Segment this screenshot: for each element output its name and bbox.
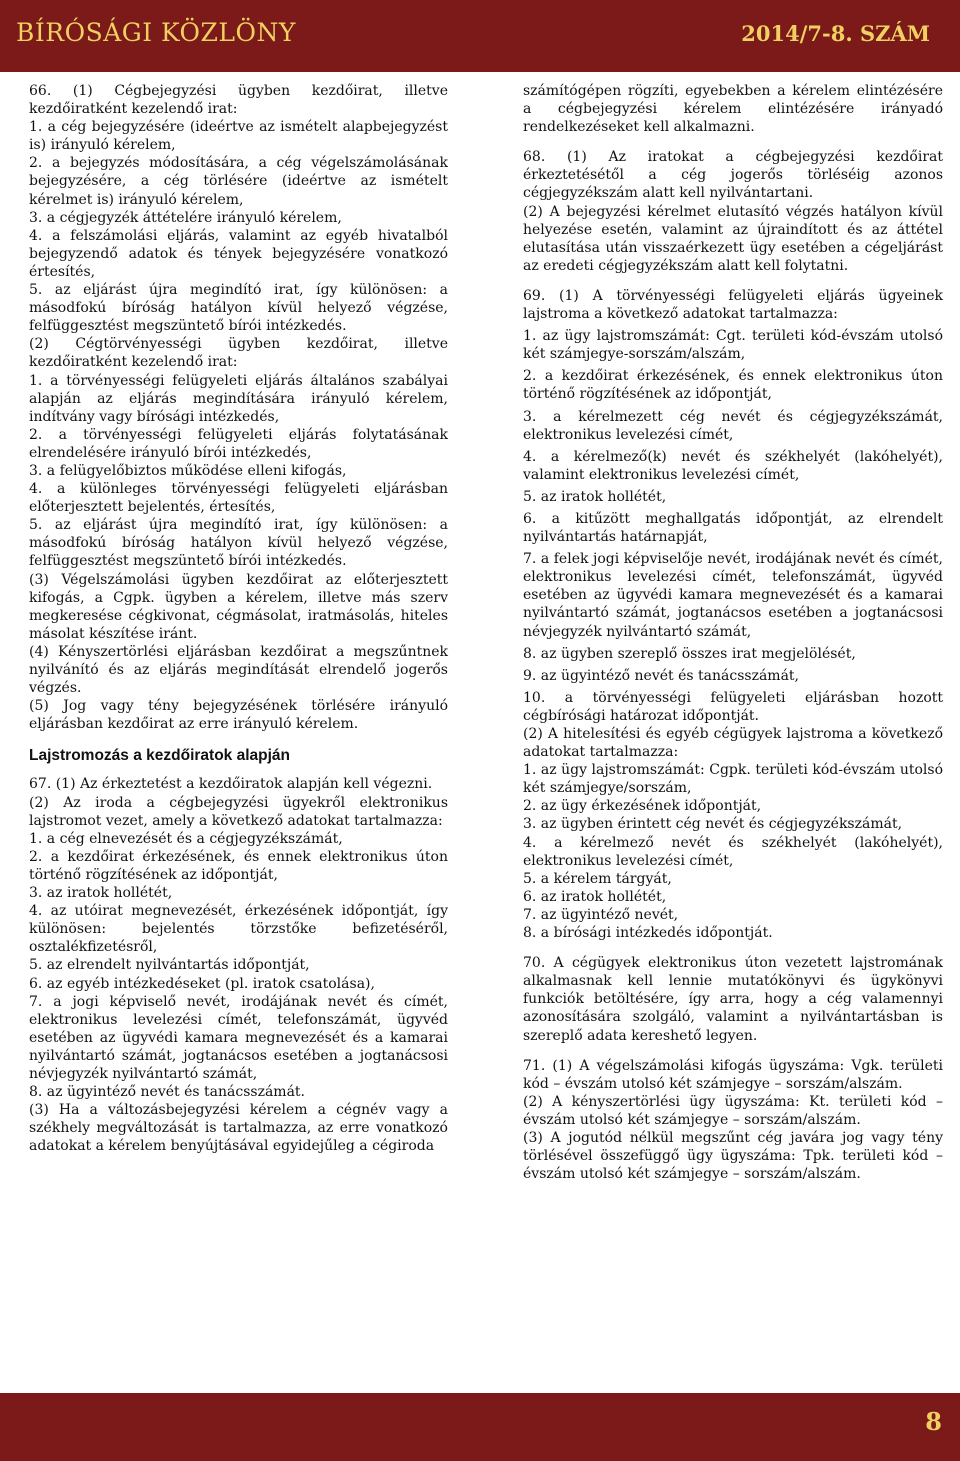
paragraph: 67. (1) Az érkeztetést a kezdőiratok alapján kell végezni. [29,776,433,793]
list-item: 10. a törvényességi felügyeleti eljárásban hozott cégbírósági határozat időpontját. [523,689,943,724]
list-item: 1. az ügy lajstromszámát: Cgpk. területi kód-évszám utolsó két számjegye/sorszám, [523,762,943,797]
list-item: 8. a bírósági intézkedés időpontját. [523,925,773,942]
paragraph: 5. az elrendelt nyilvántartás időpontját, [29,957,310,974]
paragraph: 2. a bejegyzés módosítására, a cég végelszámolásának bejegyzésére, a cég törlésére (ideértve az ismételt kérelmet is) irányuló kérelem, [29,155,448,208]
paragraph: 5. az eljárást újra megindító irat, így különösen: a másodfokú bíróság hatályon kívül helyező végzése, felfüggesztést megszüntető bírói intézkedés. [29,282,448,335]
list-item: 6. a kitűzött meghallgatás időpontját, az elrendelt nyilvántartás határnapját, [523,510,943,546]
list-item: 5. az iratok hollétét, [523,488,667,505]
paragraph: (3) A jogutód nélkül megszűnt cég javára jog vagy tény törlésével összefüggő ügy ügyszáma: Tpk. területi kód – évszám utolsó két számjegye – sorszám/alszám. [523,1129,943,1183]
paragraph: (2) A bejegyzési kérelmet elutasító végzés hatályon kívül helyezése esetén, valamint az újraindított és az áttétel elutasítása után visszaérkezett ügy esetében a cégeljárást az eredeti cégjegyzékszám alatt kell folytatni. [523,203,943,274]
list-item: 3. a kérelmezett cég nevét és cégjegyzékszámát, elektronikus levelezési címét, [523,408,943,443]
list-item: 2. a kezdőirat érkezésének, és ennek elektronikus úton történő rögzítésének az időpontját, [523,368,943,403]
list-item: 7. a felek jogi képviselője nevét, irodájának nevét és címét, elektronikus levelezési címét, telefonszámát, ügyvéd esetében az ügyvédi kamara megnevezését és a kamarai nyilvántartó számát, jogtanácsos esetében a jogtanácsosi névjegyzék nyilvántartó számát, [523,551,943,640]
paragraph: 1. a cég elnevezését és a cégjegyzékszámát, [29,830,343,847]
list-item: 7. az ügyintéző nevét, [523,906,679,923]
journal-title: BÍRÓSÁGI KÖZLÖNY [16,18,296,47]
list-item: 1. az ügy lajstromszámát: Cgt. területi kód-évszám utolsó két számjegye-sorszám/alszám, [523,328,943,363]
paragraph: 71. (1) A végelszámolási kifogás ügyszáma: Vgk. területi kód – évszám utolsó két számjegye – sorszám/alszám. [523,1057,943,1092]
paragraph: 4. az utóirat megnevezését, érkezésének időpontját, így különösen: bejelentés törzstőke befizetéséről, osztalékfizetésről, [29,903,448,956]
left-column [29,82,448,1155]
paragraph: számítógépen rögzíti, egyebekben a kérelem elintézésére a cégbejegyzési kérelem elintézésére irányadó rendelkezéseket kell alkalmazni. [523,83,943,136]
issue-number: 2014/7-8. SZÁM [741,21,930,46]
paragraph: 3. az iratok hollétét, [29,885,173,902]
paragraph: (3) Ha a változásbejegyzési kérelem a cégnév vagy a székhely megváltozását is tartalmazza, az erre vonatkozó adatokat a kérelem benyújtásával egyidejűleg a cégiroda [29,1102,448,1155]
paragraph: 68. (1) Az iratokat a cégbejegyzési kezdőirat érkeztetésétől a cég jogerős törléséig azonos cégjegyzékszám alatt kell nyilvántartani. [523,149,943,202]
paragraph: 66. (1) Cégbejegyzési ügyben kezdőirat, illetve kezdőiratként kezelendő irat: [29,83,448,118]
paragraph: (2) A kényszertörlési ügy ügyszáma: Kt. területi kód – évszám utolsó két számjegye – sorszám/alszám. [523,1093,943,1128]
page-footer [0,1393,960,1461]
paragraph: (3) Végelszámolási ügyben kezdőirat az előterjesztett kifogás, a Cgpk. ügyben a kérelem, illetve más szerv megkeresése cégkivonat, cégmásolat, iratmásolás, hiteles másolat készítése iránt. [29,571,448,642]
paragraph: 5. az eljárást újra megindító irat, így különösen: a másodfokú bíróság hatályon kívül helyező végzése, felfüggesztést megszüntető bírói intézkedés. [29,517,448,570]
paragraph: 1. a cég bejegyzésére (ideértve az ismételt alapbejegyzést is) irányuló kérelem, [29,119,448,154]
paragraph: (4) Kényszertörlési eljárásban kezdőirat a megszűntnek nyilvánító és az eljárás megindítását elrendelő jogerős végzés. [29,643,448,697]
paragraph: 4. a különleges törvényességi felügyeleti eljárásban előterjesztett bejelentés, értesítés, [29,481,448,516]
paragraph: 6. az egyéb intézkedéseket (pl. iratok csatolása), [29,975,375,992]
list-item: 2. az ügy érkezésének időpontját, [523,798,762,815]
paragraph: 7. a jogi képviselő nevét, irodájának nevét és címét, elektronikus levelezési címét, telefonszámát, ügyvéd esetében az ügyvédi kamara megnevezését és a kamarai nyilvántartó számát, jogtanácsos esetében a jogtanácsosi névjegyzék nyilvántartó számát, [29,993,448,1082]
paragraph: (2) Az iroda a cégbejegyzési ügyekről elektronikus lajstromot vezet, amely a következő adatokat tartalmazza: [29,794,448,829]
paragraph: 2. a törvényességi felügyeleti eljárás folytatásának elrendelésére irányuló bírói intézkedés, [29,426,448,461]
paragraph: (5) Jog vagy tény bejegyzésének törlésére irányuló eljárásban kezdőirat az erre irányuló kérelem. [29,698,448,733]
paragraph: 70. A cégügyek elektronikus úton vezetett lajstromának alkalmasnak kell lennie mutatókönyvi és ügykönyvi funkciók betöltésére, így arra, hogy a cég valamennyi azonosítására szolgáló, valamint a nyilvántartásban is szereplő adata kereshető legyen. [523,955,943,1044]
right-column [523,82,943,1183]
paragraph: (2) Cégtörvényességi ügyben kezdőirat, illetve kezdőiratként kezelendő irat: [29,336,448,371]
paragraph: 3. a cégjegyzék áttételére irányuló kérelem, [29,209,342,226]
list-item: 8. az ügyben szereplő összes irat megjelölését, [523,645,856,662]
list-item: 6. az iratok hollétét, [523,888,667,905]
page-header [0,0,960,72]
list-item: 5. a kérelem tárgyát, [523,870,672,887]
list-item: 4. a kérelmező(k) nevét és székhelyét (lakóhelyét), valamint elektronikus levelezési címét, [523,448,943,483]
paragraph: (2) A hitelesítési és egyéb cégügyek lajstroma a következő adatokat tartalmazza: [523,726,943,761]
paragraph: 2. a kezdőirat érkezésének, és ennek elektronikus úton történő rögzítésének az időpontját, [29,848,448,883]
paragraph: 69. (1) A törvényességi felügyeleti eljárás ügyeinek lajstroma a következő adatokat tartalmazza: [523,287,943,323]
page-number: 8 [925,1407,942,1436]
paragraph: 4. a felszámolási eljárás, valamint az egyéb hivatalból bejegyzendő adatok és tények bejegyzésére vonatkozó értesítés, [29,227,448,280]
paragraph: 8. az ügyintéző nevét és tanácsszámát. [29,1084,305,1101]
paragraph: 1. a törvényességi felügyeleti eljárás általános szabályai alapján az eljárás megindítására irányuló kérelem, indítvány vagy bírósági intézkedés, [29,372,448,425]
section-heading: Lajstromozás a kezdőiratok alapján [29,747,291,765]
list-item: 4. a kérelmező nevét és székhelyét (lakóhelyét), elektronikus levelezési címét, [523,834,943,869]
list-item: 9. az ügyintéző nevét és tanácsszámát, [523,667,799,684]
list-item: 3. az ügyben érintett cég nevét és cégjegyzékszámát, [523,816,903,833]
paragraph: 3. a felügyelőbiztos működése elleni kifogás, [29,462,347,479]
